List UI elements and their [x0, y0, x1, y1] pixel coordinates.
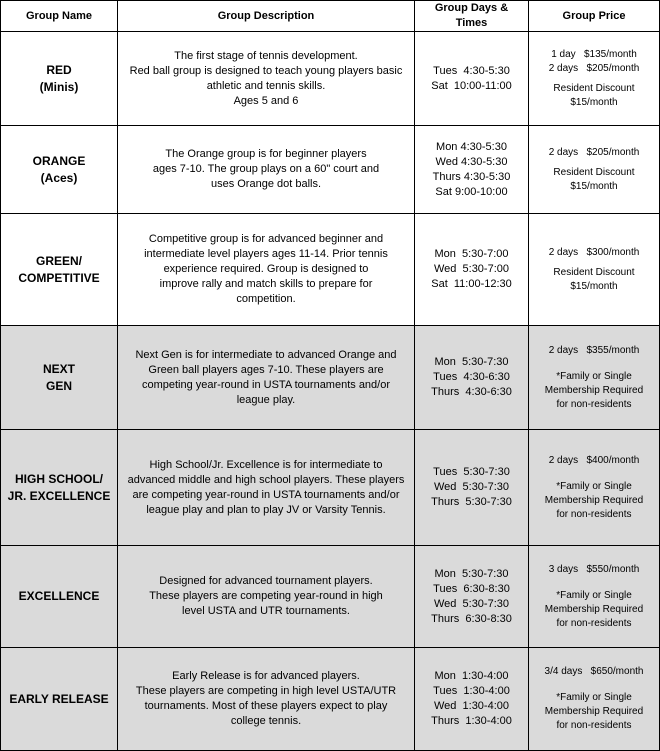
group-description-line: experience required. Group is designed to — [163, 263, 369, 275]
table-row — [1, 32, 660, 126]
group-description-cell — [118, 326, 415, 430]
group-price-amount: 2 days $300/month — [548, 246, 640, 258]
group-name-cell — [1, 326, 118, 430]
group-name-line: GREEN/ — [35, 253, 82, 268]
group-day-time: Mon 1:30-4:00 — [434, 670, 509, 682]
group-day-time: Thurs 4:30-6:30 — [431, 386, 512, 398]
table-row — [1, 326, 660, 430]
group-days-cell — [415, 326, 529, 430]
group-description-line: advanced middle and high school players. These players — [127, 473, 405, 486]
group-day-time: Sat 10:00-11:00 — [431, 79, 512, 92]
group-day-time: Wed 5:30-7:30 — [433, 481, 509, 493]
group-price-amount: 2 days $205/month — [548, 62, 640, 74]
group-name-line: RED — [46, 62, 72, 77]
group-price-note: for non-residents — [556, 398, 632, 410]
group-price-note: $15/month — [570, 280, 618, 292]
group-name-line: NEXT — [42, 361, 75, 376]
header-group-description: Group Description — [118, 1, 415, 32]
group-price-cell — [529, 430, 660, 546]
group-name-line: EXCELLENCE — [18, 589, 100, 603]
group-name-cell — [1, 430, 118, 546]
group-description-line: Designed for advanced tournament players. — [159, 575, 373, 587]
group-days-cell — [415, 214, 529, 326]
group-description-line: level USTA and UTR tournaments. — [182, 605, 350, 617]
group-day-time: Tues 1:30-4:00 — [433, 685, 510, 697]
group-price-note: Resident Discount — [553, 82, 635, 94]
group-price-note: Resident Discount — [553, 166, 635, 178]
group-price-note: *Family or Single — [556, 692, 632, 703]
group-price-note: for non-residents — [556, 508, 632, 520]
group-description-line: college tennis. — [230, 715, 302, 727]
group-price-amount: 3/4 days $650/month — [544, 666, 644, 677]
group-price-cell — [529, 648, 660, 751]
group-description-line: competing year-round in USTA tournaments and/or — [141, 378, 391, 391]
group-description-cell — [118, 126, 415, 214]
group-name-cell — [1, 126, 118, 214]
group-price-amount: 2 days $355/month — [548, 344, 640, 356]
group-day-time: Thurs 5:30-7:30 — [431, 496, 512, 508]
group-name-line: (Aces) — [40, 170, 78, 185]
group-description-line: league play. — [236, 393, 296, 406]
group-price-amount: 2 days $400/month — [548, 454, 640, 466]
group-name-cell — [1, 648, 118, 751]
group-price-note: Resident Discount — [553, 266, 635, 278]
group-days-cell — [415, 126, 529, 214]
group-description-line: High School/Jr. Excellence is for intermediate to — [149, 458, 383, 471]
group-description-line: are competing year-round in USTA tournaments and/or — [132, 488, 400, 501]
group-day-time: Thurs 1:30-4:00 — [431, 715, 512, 727]
price-spacer — [533, 468, 655, 480]
group-days-cell — [415, 430, 529, 546]
group-price-note: Membership Required — [544, 494, 644, 506]
group-description-line: Green ball players ages 7-10. These players are — [148, 363, 384, 376]
group-day-time: Tues 5:30-7:30 — [433, 466, 510, 478]
price-spacer — [533, 577, 655, 589]
group-description-line: league play and plan to play JV or Varsity Tennis. — [146, 503, 386, 516]
header-group-price: Group Price — [529, 1, 660, 32]
group-description-cell — [118, 430, 415, 546]
group-day-time: Thurs 4:30-5:30 — [432, 170, 511, 183]
group-price-note: $15/month — [570, 180, 618, 192]
group-description-line: ages 7-10. The group plays on a 60" court and — [152, 163, 380, 175]
group-day-time: Wed 1:30-4:00 — [433, 700, 509, 712]
group-day-time: Wed 4:30-5:30 — [435, 155, 508, 168]
group-name-line: COMPETITIVE — [18, 270, 100, 285]
table-row — [1, 648, 660, 751]
group-price-note: Membership Required — [544, 603, 644, 615]
group-day-time: Wed 5:30-7:30 — [433, 597, 509, 610]
group-name-cell — [1, 546, 118, 648]
header-group-days-times: Group Days & Times — [415, 1, 529, 32]
group-price-note: Membership Required — [544, 384, 644, 396]
group-days-cell — [415, 648, 529, 751]
group-description-line: The first stage of tennis development. — [174, 49, 358, 62]
group-price-note: for non-residents — [556, 617, 632, 629]
group-day-time: Mon 5:30-7:30 — [434, 567, 509, 580]
table-row — [1, 546, 660, 648]
group-price-note: *Family or Single — [556, 589, 632, 601]
group-name-line: ORANGE — [32, 153, 86, 168]
group-description-line: Early Release is for advanced players. — [172, 670, 360, 682]
group-price-cell — [529, 32, 660, 126]
group-price-cell — [529, 214, 660, 326]
group-description-line: tournaments. Most of these players expect to play — [144, 700, 388, 712]
group-day-time: Wed 5:30-7:00 — [433, 263, 509, 275]
group-description-cell — [118, 648, 415, 751]
group-name-cell — [1, 32, 118, 126]
group-day-time: Mon 5:30-7:00 — [434, 248, 509, 260]
group-name-line: HIGH SCHOOL/ — [14, 471, 103, 486]
group-price-note: Membership Required — [544, 706, 644, 717]
group-day-time: Thurs 6:30-8:30 — [431, 612, 512, 625]
group-day-time: Sat 11:00-12:30 — [431, 278, 512, 290]
group-price-note: $15/month — [570, 96, 618, 108]
group-description-line: Competitive group is for advanced beginner and — [148, 233, 384, 245]
table-row — [1, 214, 660, 326]
group-day-time: Sat 9:00-10:00 — [435, 185, 508, 198]
group-description-line: Red ball group is designed to teach young players basic — [129, 64, 403, 77]
group-day-time: Tues 6:30-8:30 — [433, 582, 510, 595]
group-days-cell — [415, 32, 529, 126]
group-price-note: for non-residents — [556, 720, 632, 731]
group-name-line: JR. EXCELLENCE — [7, 488, 111, 503]
group-description-line: competition. — [236, 293, 296, 305]
group-name-line: GEN — [45, 378, 72, 393]
group-day-time: Mon 4:30-5:30 — [436, 140, 507, 153]
group-price-note: *Family or Single — [556, 480, 632, 492]
header-row — [1, 1, 660, 32]
group-description-line: These players are competing in high level USTA/UTR — [135, 685, 397, 697]
group-description-cell — [118, 32, 415, 126]
group-description-line: The Orange group is for beginner players — [165, 148, 367, 160]
group-name-cell — [1, 214, 118, 326]
group-day-time: Mon 5:30-7:30 — [434, 356, 509, 368]
group-day-time: Tues 4:30-6:30 — [433, 371, 510, 383]
group-description-line: athletic and tennis skills. — [206, 79, 326, 92]
group-description-cell — [118, 546, 415, 648]
table-row — [1, 126, 660, 214]
group-price-cell — [529, 546, 660, 648]
group-price-amount: 1 day $135/month — [551, 48, 637, 60]
group-description-line: Next Gen is for intermediate to advanced Orange and — [135, 348, 397, 361]
group-price-amount: 2 days $205/month — [548, 146, 640, 158]
group-description-line: intermediate level players ages 11-14. Prior tennis — [144, 248, 388, 260]
group-price-cell — [529, 126, 660, 214]
price-spacer — [533, 679, 655, 691]
group-name-line: (Minis) — [39, 79, 79, 94]
group-day-time: Tues 4:30-5:30 — [433, 64, 510, 77]
table-row — [1, 430, 660, 546]
group-price-amount: 3 days $550/month — [548, 563, 640, 575]
group-description-line: Ages 5 and 6 — [233, 94, 299, 107]
price-spacer — [533, 358, 655, 370]
group-days-cell — [415, 546, 529, 648]
group-description-cell — [118, 214, 415, 326]
group-description-line: uses Orange dot balls. — [210, 178, 322, 190]
group-description-line: These players are competing year-round in high — [149, 590, 383, 602]
header-group-name: Group Name — [1, 1, 118, 32]
group-name-line: EARLY RELEASE — [9, 691, 109, 706]
group-description-line: improve rally and match skills to prepare for — [159, 278, 373, 290]
group-price-note: *Family or Single — [556, 370, 632, 382]
group-price-cell — [529, 326, 660, 430]
